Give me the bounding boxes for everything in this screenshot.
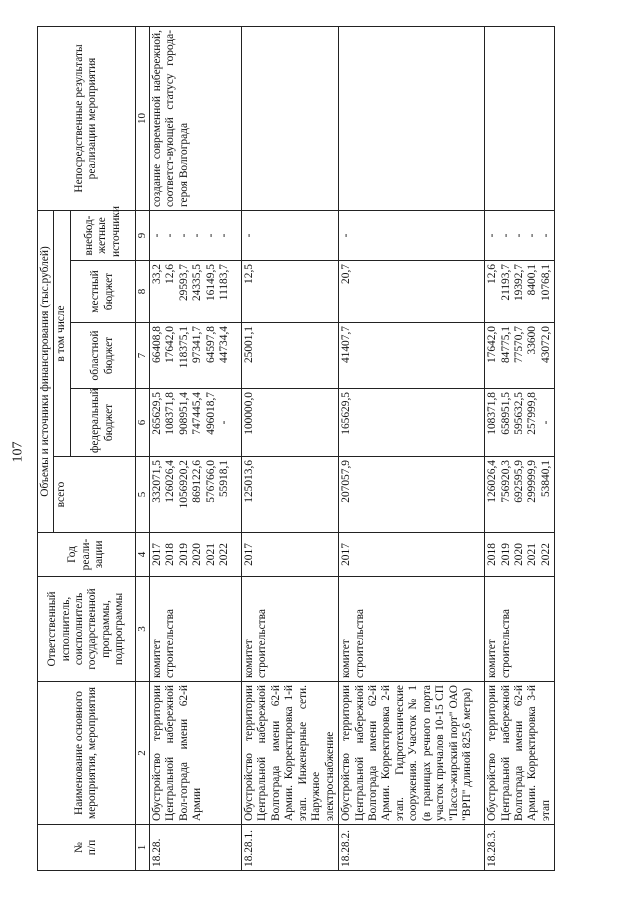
row-num: 18.28.1.	[241, 825, 338, 871]
header-federal: федеральный бюджет	[70, 389, 135, 457]
row-regional: 25001,1	[241, 323, 338, 389]
row-responsible: комитет строительства	[339, 577, 485, 682]
header-results: Непосредственные результаты реализации мероприятия	[38, 27, 136, 211]
row-results	[485, 27, 555, 211]
row-name: Обустройство территории Центральной набережной Волгограда имени 62-й Армии. Корректировка 2-й этап. Гидротехнические сооружения. Участок № 1 (в границах речного порта участок причалов 10-15 СП "Пасса-жирский порт" ОАО "ВРП" длиной 825,6 метра)	[339, 682, 485, 825]
row-name: Обустройство территории Центральной набережной Волгограда имени 62-й Армии. Корректировка 1-й этап. Инженерные сети. Наружное электроснабжение	[241, 682, 338, 825]
table-row	[485, 27, 555, 871]
col-index: 1	[135, 825, 149, 871]
col-index: 7	[135, 323, 149, 389]
row-federal: 265629,5 108371,8 908951,4 747445,4 496018,7 -	[149, 389, 241, 457]
row-results	[241, 27, 338, 211]
row-federal: 100000,0	[241, 389, 338, 457]
header-finance-group: Объемы и источники финансирования (тыс.рублей)	[38, 211, 54, 533]
row-results	[339, 27, 485, 211]
col-index: 9	[135, 211, 149, 261]
header-extra: внебюд-жетные источники	[70, 211, 135, 261]
row-num: 18.28.2.	[339, 825, 485, 871]
row-regional: 41407,7	[339, 323, 485, 389]
row-local: 20,7	[339, 261, 485, 323]
row-local: 12,5	[241, 261, 338, 323]
row-extra: -	[339, 211, 485, 261]
row-num: 18.28.3.	[485, 825, 555, 871]
row-local: 33,2 12,6 29593,7 24335,5 16149,5 11183,7	[149, 261, 241, 323]
row-years: 2017 2018 2019 2020 2021 2022	[149, 533, 241, 577]
table-row	[149, 27, 241, 871]
col-index: 2	[135, 682, 149, 825]
col-index: 6	[135, 389, 149, 457]
row-regional: 66408,8 17642,0 118375,1 97341,7 64597,8 44734,4	[149, 323, 241, 389]
header-incl: в том числе	[54, 211, 70, 457]
row-years: 2017	[339, 533, 485, 577]
page-number: 107	[10, 441, 26, 463]
table-row	[241, 27, 338, 871]
col-index: 4	[135, 533, 149, 577]
row-extra: - - - - -	[485, 211, 555, 261]
row-total: 332071,5 126026,4 1056920,2 869122,6 576766,0 55918,1	[149, 457, 241, 533]
header-name: Наименование основного мероприятия, мероприятия	[38, 682, 136, 825]
header-local: местный бюджет	[70, 261, 135, 323]
row-total: 207057,9	[339, 457, 485, 533]
row-federal: 108371,8 658951,5 595632,5 257999,8 -	[485, 389, 555, 457]
row-responsible: комитет строительства	[149, 577, 241, 682]
header-regional: областной бюджет	[70, 323, 135, 389]
row-results: создание современной набережной, соответст-вующей статусу города-героя Волгограда	[149, 27, 241, 211]
row-extra: -	[241, 211, 338, 261]
col-index: 8	[135, 261, 149, 323]
col-index: 10	[135, 27, 149, 211]
row-local: 12,6 21193,7 19392,7 8400,1 10768,1	[485, 261, 555, 323]
header-year: Год реали-зации	[38, 533, 136, 577]
row-regional: 17642,0 84775,1 77570,7 33600 43072,0	[485, 323, 555, 389]
row-years: 2018 2019 2020 2021 2022	[485, 533, 555, 577]
row-years: 2017	[241, 533, 338, 577]
row-federal: 165629,5	[339, 389, 485, 457]
row-name: Обустройство территории Центральной набережной Вол-гограда имени 62-й Армии	[149, 682, 241, 825]
header-responsible: Ответственный исполнитель, соисполнитель государственной программы, подпрограммы	[38, 577, 136, 682]
rotated-table-container	[37, 27, 597, 871]
row-num: 18.28.	[149, 825, 241, 871]
row-name: Обустройство территории Центральной набережной Волгограда имени 62-й Армии. Корректировка 3-й этап	[485, 682, 555, 825]
row-responsible: комитет строительства	[485, 577, 555, 682]
header-num: № п/п	[38, 825, 136, 871]
financing-table	[37, 26, 555, 871]
row-total: 126026,4 756920,3 692595,9 299999,9 53840,1	[485, 457, 555, 533]
row-extra: - - - - - -	[149, 211, 241, 261]
col-index: 5	[135, 457, 149, 533]
table-row	[339, 27, 485, 871]
row-responsible: комитет строительства	[241, 577, 338, 682]
col-index: 3	[135, 577, 149, 682]
header-total: всего	[54, 457, 135, 533]
row-total: 125013,6	[241, 457, 338, 533]
